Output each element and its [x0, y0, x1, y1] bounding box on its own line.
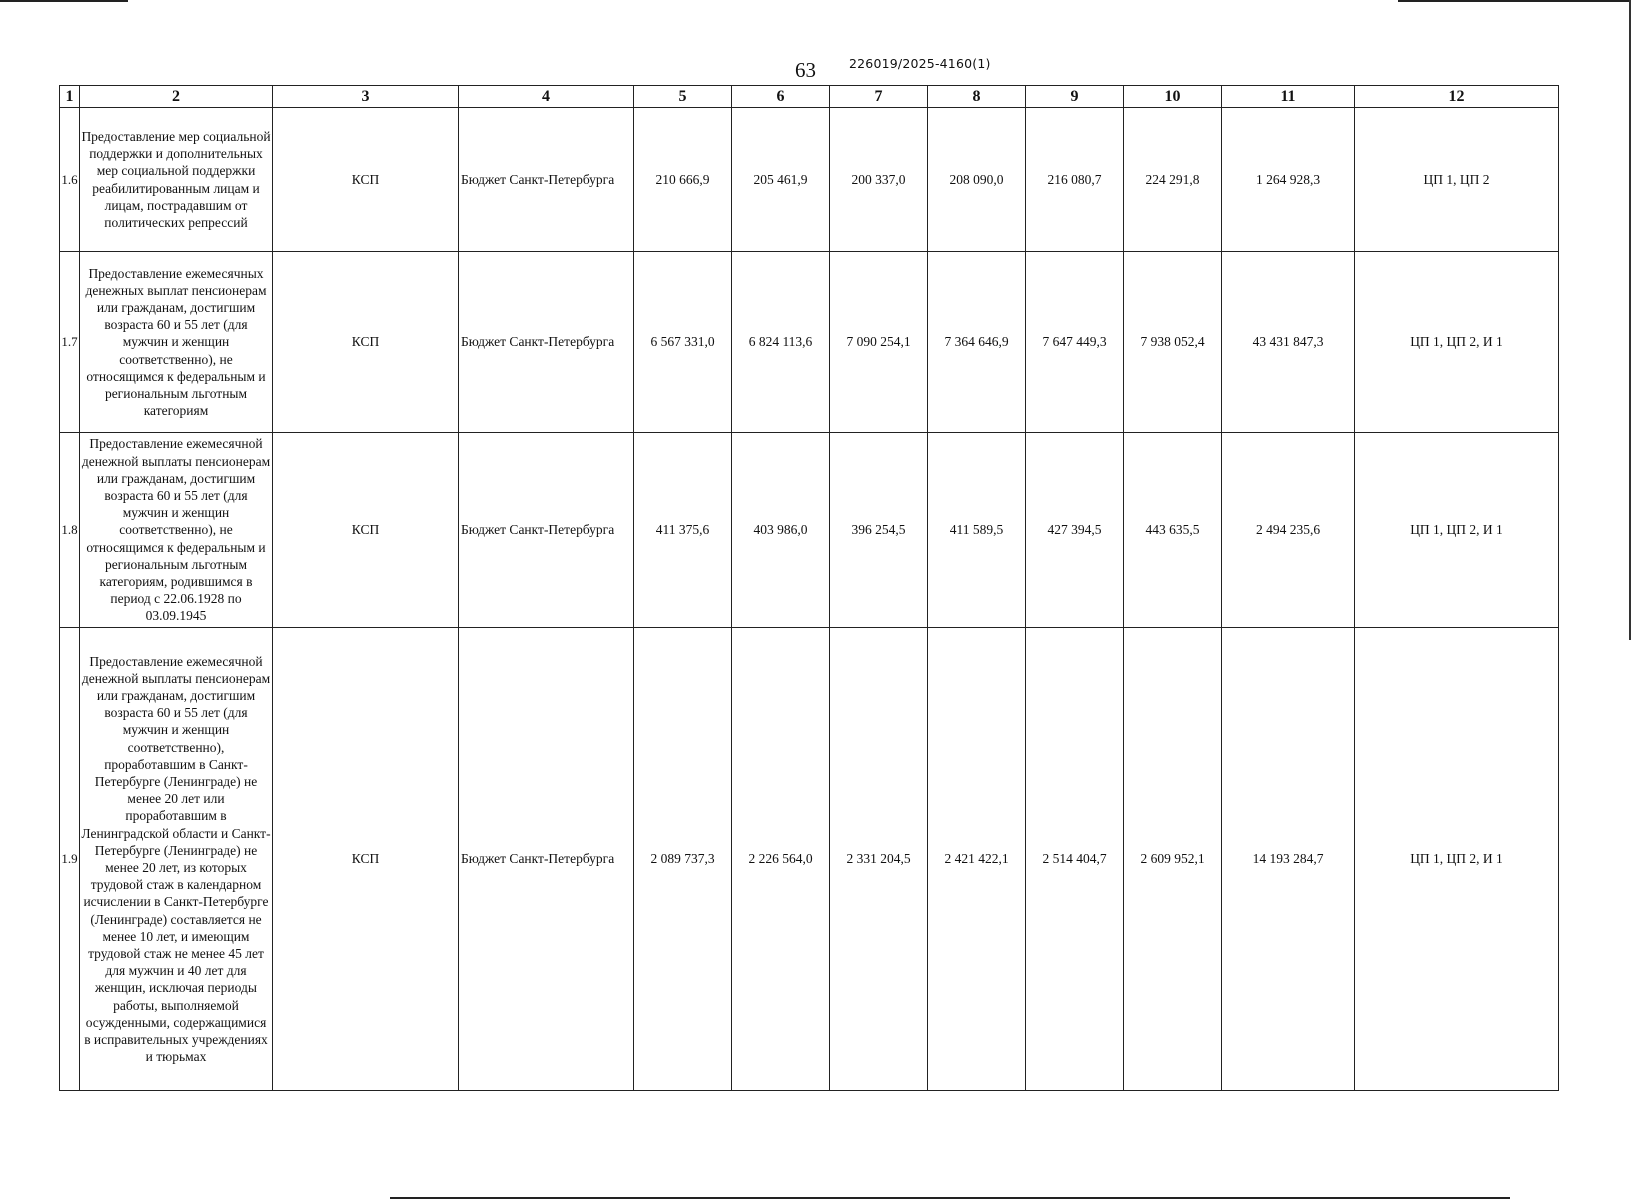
row-description: Предоставление ежемесячных денежных выплат пенсионерам или гражданам, достигшим возраста 60 и 55 лет (для мужчин и женщин соответственно), не относящимся к федеральным и региональным льготным категориям — [80, 252, 273, 433]
row-executor: КСП — [273, 433, 459, 628]
row-funding-source: Бюджет Санкт-Петербурга — [459, 108, 634, 252]
row-total: 14 193 284,7 — [1222, 628, 1355, 1091]
row-value-7: 396 254,5 — [830, 433, 928, 628]
row-value-8: 411 589,5 — [928, 433, 1026, 628]
row-value-9: 7 647 449,3 — [1026, 252, 1124, 433]
column-number-row — [60, 86, 1559, 108]
row-description: Предоставление ежемесячной денежной выплаты пенсионерам или гражданам, достигшим возраста 60 и 55 лет (для мужчин и женщин соответственно), не относящимся к федеральным и региональным льготным категориям, родившимся в период с 22.06.1928 по 03.09.1945 — [80, 433, 273, 628]
row-value-7: 200 337,0 — [830, 108, 928, 252]
table-row — [60, 628, 1559, 1091]
column-header: 3 — [273, 86, 459, 108]
row-indicators: ЦП 1, ЦП 2 — [1355, 108, 1559, 252]
row-value-5: 210 666,9 — [634, 108, 732, 252]
row-value-8: 208 090,0 — [928, 108, 1026, 252]
row-total: 1 264 928,3 — [1222, 108, 1355, 252]
column-header: 6 — [732, 86, 830, 108]
column-header: 8 — [928, 86, 1026, 108]
column-header: 10 — [1124, 86, 1222, 108]
row-executor: КСП — [273, 108, 459, 252]
column-header: 1 — [60, 86, 80, 108]
row-index: 1.8 — [60, 433, 80, 628]
row-value-5: 411 375,6 — [634, 433, 732, 628]
row-indicators: ЦП 1, ЦП 2, И 1 — [1355, 433, 1559, 628]
row-funding-source: Бюджет Санкт-Петербурга — [459, 628, 634, 1091]
row-value-10: 7 938 052,4 — [1124, 252, 1222, 433]
column-header: 4 — [459, 86, 634, 108]
row-index: 1.6 — [60, 108, 80, 252]
top-right-rule — [1398, 0, 1631, 2]
column-header: 5 — [634, 86, 732, 108]
row-total: 2 494 235,6 — [1222, 433, 1355, 628]
row-indicators: ЦП 1, ЦП 2, И 1 — [1355, 628, 1559, 1091]
table-row — [60, 252, 1559, 433]
row-value-6: 6 824 113,6 — [732, 252, 830, 433]
row-value-8: 2 421 422,1 — [928, 628, 1026, 1091]
row-value-6: 2 226 564,0 — [732, 628, 830, 1091]
row-description: Предоставление ежемесячной денежной выплаты пенсионерам или гражданам, достигшим возраста 60 и 55 лет (для мужчин и женщин соответственно), проработавшим в Санкт-Петербурге (Ленинграде) не менее 20 лет или проработавшим в Ленинградской области и Санкт-Петербурге (Ленинграде) не менее 20 лет, из которых трудовой стаж в календарном исчислении в Санкт-Петербурге (Ленинграде) составляется не менее 10 лет, и имеющим трудовой стаж не менее 45 лет для мужчин и 40 лет для женщин, исключая периоды работы, выполняемой осужденными, содержащимися в исправительных учреждениях и тюрьмах — [80, 628, 273, 1091]
bottom-rule — [390, 1197, 1510, 1199]
column-header: 11 — [1222, 86, 1355, 108]
top-left-rule — [0, 0, 128, 2]
row-value-9: 216 080,7 — [1026, 108, 1124, 252]
document-number: 226019/2025-4160(1) — [849, 56, 991, 71]
row-value-10: 443 635,5 — [1124, 433, 1222, 628]
row-funding-source: Бюджет Санкт-Петербурга — [459, 433, 634, 628]
budget-table — [59, 85, 1559, 1091]
column-header: 9 — [1026, 86, 1124, 108]
page-number: 63 — [795, 58, 816, 82]
row-value-9: 2 514 404,7 — [1026, 628, 1124, 1091]
row-value-6: 205 461,9 — [732, 108, 830, 252]
row-value-10: 2 609 952,1 — [1124, 628, 1222, 1091]
row-total: 43 431 847,3 — [1222, 252, 1355, 433]
row-value-7: 7 090 254,1 — [830, 252, 928, 433]
row-funding-source: Бюджет Санкт-Петербурга — [459, 252, 634, 433]
table-row — [60, 108, 1559, 252]
row-indicators: ЦП 1, ЦП 2, И 1 — [1355, 252, 1559, 433]
row-index: 1.7 — [60, 252, 80, 433]
row-value-9: 427 394,5 — [1026, 433, 1124, 628]
row-value-8: 7 364 646,9 — [928, 252, 1026, 433]
row-index: 1.9 — [60, 628, 80, 1091]
row-executor: КСП — [273, 628, 459, 1091]
row-description: Предоставление мер социальной поддержки и дополнительных мер социальной поддержки реабилитированным лицам и лицам, пострадавшим от политических репрессий — [80, 108, 273, 252]
row-value-10: 224 291,8 — [1124, 108, 1222, 252]
column-header: 2 — [80, 86, 273, 108]
row-value-5: 6 567 331,0 — [634, 252, 732, 433]
row-executor: КСП — [273, 252, 459, 433]
table-row — [60, 433, 1559, 628]
row-value-5: 2 089 737,3 — [634, 628, 732, 1091]
row-value-6: 403 986,0 — [732, 433, 830, 628]
row-value-7: 2 331 204,5 — [830, 628, 928, 1091]
column-header: 7 — [830, 86, 928, 108]
column-header: 12 — [1355, 86, 1559, 108]
